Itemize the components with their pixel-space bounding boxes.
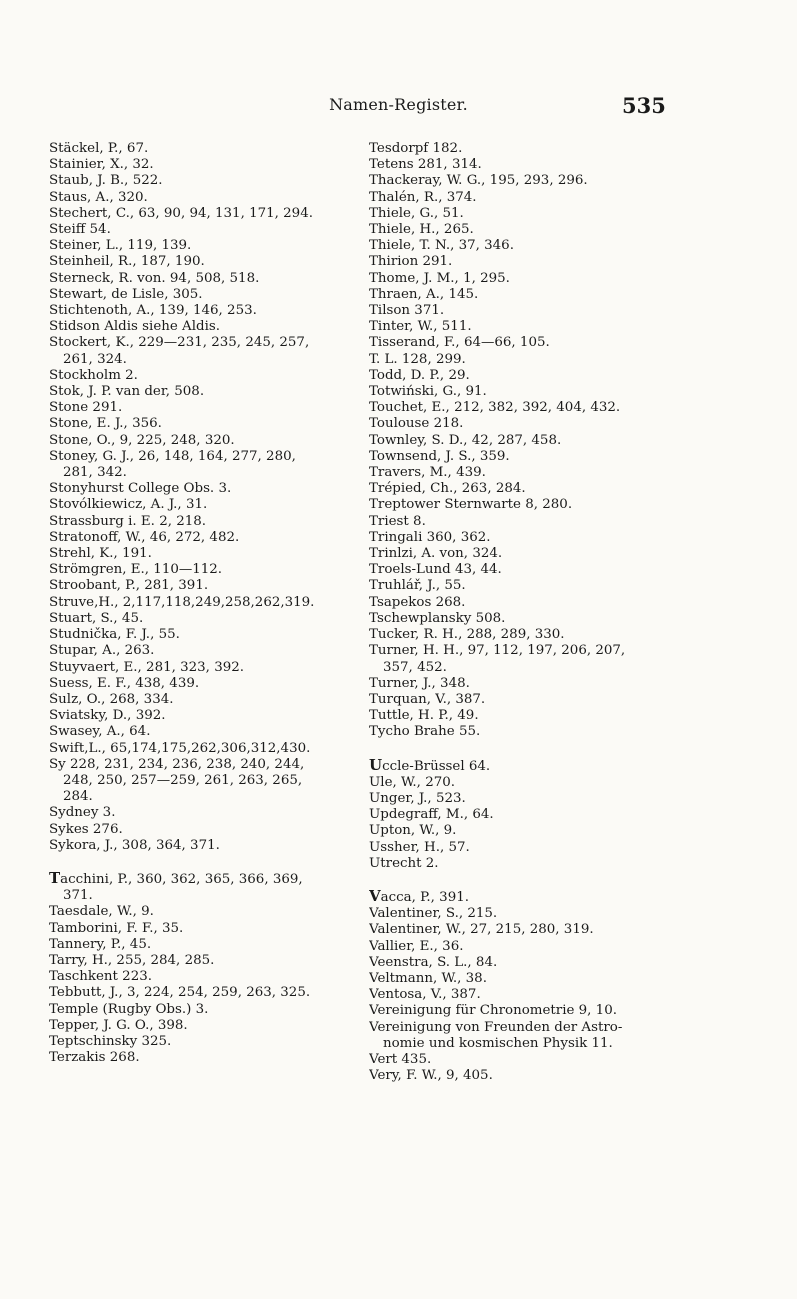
entry-text: Sykora, J., 308, 364, 371. [49, 837, 220, 853]
entry-text: Treptower Sternwarte 8, 280. [369, 497, 573, 513]
entry-text: Staub, J. B., 522. [49, 173, 163, 189]
entry-text: Turner, J., 348. [369, 675, 470, 691]
entry-text: Updegraff, M., 64. [369, 807, 494, 823]
entry-text: Tucker, R. H., 288, 289, 330. [369, 627, 565, 643]
entry-text: Turquan, V., 387. [369, 691, 486, 707]
entry-text: Stoney, G. J., 26, 148, 164, 277, 280, [49, 448, 296, 464]
entry-text: Tringali 360, 362. [369, 529, 491, 545]
entry-text: Townsend, J. S., 359. [369, 448, 510, 464]
entry-text: Todd, D. P., 29. [369, 367, 470, 383]
index-entry [369, 368, 679, 384]
entry-text: Stone 291. [49, 400, 123, 416]
section-initial: T [49, 869, 61, 887]
index-column-right [369, 141, 679, 1084]
entry-text: Vereinigung von Freunden der Astro- [369, 1019, 623, 1035]
index-entry [369, 530, 679, 546]
entry-text: Tannery, P., 45. [49, 936, 152, 952]
index-entry [369, 955, 679, 971]
entry-text: Vallier, E., 36. [369, 938, 464, 954]
index-entry [369, 807, 679, 823]
index-entry [369, 481, 679, 497]
index-entry [369, 514, 679, 530]
entry-text: Thiele, H., 265. [369, 222, 474, 238]
entry-text: Tisserand, F., 64—66, 105. [369, 335, 550, 351]
entry-text: Tycho Brahe 55. [369, 724, 481, 740]
entry-continuation: 281, 342. [63, 465, 127, 481]
section-gap [49, 854, 355, 870]
index-entry [49, 141, 355, 157]
index-entry [49, 190, 355, 206]
entry-text: Ussher, H., 57. [369, 839, 470, 855]
entry-text: Stäckel, P., 67. [49, 141, 149, 156]
entry-text: Thraen, A., 145. [369, 286, 479, 302]
index-section-u [369, 757, 679, 872]
index-entry [369, 611, 679, 627]
entry-text: Teptschinsky 325. [49, 1033, 172, 1049]
entry-text: Tamborini, F. F., 35. [49, 920, 184, 936]
index-entry [369, 254, 679, 270]
index-entry [369, 987, 679, 1003]
entry-text: Stechert, C., 63, 90, 94, 131, 171, 294. [49, 205, 313, 221]
index-entry [369, 578, 679, 594]
index-entry [369, 400, 679, 416]
index-entry [49, 660, 355, 676]
entry-text: Stone, E. J., 356. [49, 416, 162, 432]
index-entry [49, 838, 355, 854]
index-entry [369, 823, 679, 839]
entry-text: Steiner, L., 119, 139. [49, 238, 192, 254]
entry-text: Trinlzi, A. von, 324. [369, 546, 503, 562]
index-entry [49, 937, 355, 953]
entry-text: Vereinigung für Chronometrie 9, 10. [369, 1003, 617, 1019]
index-entry [49, 1002, 355, 1018]
entry-text: Very, F. W., 9, 405. [369, 1068, 493, 1084]
index-entry [369, 791, 679, 807]
index-entry [369, 757, 679, 775]
entry-text: Studnička, F. J., 55. [49, 627, 180, 643]
entry-text: Stratonoff, W., 46, 272, 482. [49, 529, 240, 545]
index-entry [49, 805, 355, 821]
index-entry [49, 870, 355, 904]
index-entry [369, 724, 679, 740]
index-entry [49, 985, 355, 1001]
entry-text: Swasey, A., 64. [49, 724, 151, 740]
running-head: Namen-Register. [329, 95, 468, 114]
entry-continuation: 248, 250, 257—259, 261, 263, 265, [63, 772, 303, 788]
entry-text: Tarry, H., 255, 284, 285. [49, 952, 215, 968]
section-gap [369, 872, 679, 888]
index-entry [49, 416, 355, 432]
entry-text: Stupar, A., 263. [49, 643, 155, 659]
entry-text: Vert 435. [369, 1051, 432, 1067]
index-entry [49, 741, 355, 757]
index-entry [369, 173, 679, 189]
entry-text: Touchet, E., 212, 382, 392, 404, 432. [369, 400, 621, 416]
entry-text: Tschewplansky 508. [369, 610, 506, 626]
index-entry [49, 904, 355, 920]
entry-text: Upton, W., 9. [369, 823, 457, 839]
index-entry [369, 692, 679, 708]
entry-text: Stonyhurst College Obs. 3. [49, 481, 232, 497]
entry-text: Stewart, de Lisle, 305. [49, 286, 203, 302]
entry-text: Šulz, O., 268, 334. [49, 691, 174, 707]
entry-text: Tinter, W., 511. [369, 319, 472, 335]
index-entry [369, 775, 679, 791]
index-entry [369, 271, 679, 287]
index-entry [49, 578, 355, 594]
index-section-v [369, 888, 679, 1084]
entry-text: Stidson Aldis siehe Aldis. [49, 319, 220, 335]
entry-text: Townley, S. D., 42, 287, 458. [369, 432, 562, 448]
entry-text: Veltmann, W., 38. [369, 970, 487, 986]
index-entry [369, 206, 679, 222]
entry-text: Strömgren, E., 110—112. [49, 562, 223, 578]
index-entry [49, 384, 355, 400]
index-entry [49, 222, 355, 238]
index-entry [49, 433, 355, 449]
entry-text: Tilson 371. [369, 303, 445, 319]
entry-text: Ule, W., 270. [369, 774, 456, 790]
index-entry [49, 368, 355, 384]
index-entry [369, 856, 679, 872]
index-entry [369, 416, 679, 432]
index-entry [49, 692, 355, 708]
index-entry [49, 400, 355, 416]
index-entry [369, 595, 679, 611]
entry-text: Tetens 281, 314. [369, 157, 482, 173]
entry-continuation: 284. [63, 789, 93, 805]
entry-text: Thirion 291. [369, 254, 453, 270]
index-entry [369, 449, 679, 465]
index-entry [369, 238, 679, 254]
index-entry [49, 206, 355, 222]
entry-text: Veenstra, S. L., 84. [369, 954, 498, 970]
entry-continuation: 261, 324. [63, 351, 127, 367]
entry-text: Tesdorpf 182. [369, 141, 463, 156]
entry-text: Sviatsky, D., 392. [49, 708, 166, 724]
entry-text: Valentiner, W., 27, 215, 280, 319. [369, 922, 594, 938]
entry-continuation: 371. [63, 888, 93, 904]
entry-text: Stockert, K., 229—231, 235, 245, 257, [49, 335, 310, 351]
entry-text: Trépied, Ch., 263, 284. [369, 481, 526, 497]
entry-text: Terzakis 268. [49, 1050, 140, 1066]
index-entry [49, 643, 355, 659]
index-entry [369, 335, 679, 351]
entry-text: Staus, A., 320. [49, 189, 148, 205]
entry-text: Turner, H. H., 97, 112, 197, 206, 207, [369, 643, 626, 659]
entry-text: Stone, O., 9, 225, 248, 320. [49, 432, 235, 448]
entry-text: Sykes 276. [49, 821, 123, 837]
index-entry [49, 271, 355, 287]
entry-text: Stuyvaert, E., 281, 323, 392. [49, 659, 245, 675]
index-entry [49, 173, 355, 189]
index-entry [369, 627, 679, 643]
index-entry [49, 335, 355, 367]
index-entry [49, 497, 355, 513]
index-entry [369, 384, 679, 400]
index-section-t [49, 870, 355, 1066]
entry-text: Tsapekos 268. [369, 594, 466, 610]
index-entry [369, 971, 679, 987]
entry-text: Sterneck, R. von. 94, 508, 518. [49, 270, 260, 286]
entry-text: Travers, M., 439. [369, 465, 486, 481]
entry-text: Swift,L., 65,174,175,262,306,312,430. [49, 740, 311, 756]
index-entry [369, 190, 679, 206]
index-entry [369, 939, 679, 955]
index-entry [49, 708, 355, 724]
entry-text: Thackeray, W. G., 195, 293, 296. [369, 173, 588, 189]
entry-continuation: 357, 452. [383, 659, 447, 675]
entry-text: Taesdale, W., 9. [49, 904, 154, 920]
entry-text: Stichtenoth, A., 139, 146, 253. [49, 303, 257, 319]
index-entry [49, 1018, 355, 1034]
index-entry [369, 676, 679, 692]
index-entry [49, 562, 355, 578]
entry-text: Vacca, P., 391. [369, 887, 469, 905]
index-entry [49, 757, 355, 806]
entry-text: Stovólkiewicz, A. J., 31. [49, 497, 208, 513]
index-entry [49, 953, 355, 969]
entry-text: Stainier, X., 32. [49, 157, 154, 173]
index-entry [49, 303, 355, 319]
index-entry [49, 530, 355, 546]
entry-text: Stuart, S., 45. [49, 610, 144, 626]
index-entry [49, 481, 355, 497]
index-entry [369, 708, 679, 724]
entry-text: Thiele, G., 51. [369, 205, 464, 221]
index-entry [49, 514, 355, 530]
index-entry [369, 546, 679, 562]
index-entry [49, 449, 355, 481]
entry-text: Strehl, K., 191. [49, 546, 152, 562]
entry-text: Tuttle, H. P., 49. [369, 708, 479, 724]
index-entry [369, 222, 679, 238]
index-entry [49, 595, 355, 611]
index-entry [369, 141, 679, 157]
index-entry [369, 1003, 679, 1019]
index-entry [369, 303, 679, 319]
entry-text: Toulouse 218. [369, 416, 464, 432]
index-entry [369, 157, 679, 173]
entry-text: Ventosa, V., 387. [369, 987, 481, 1003]
index-entry [369, 465, 679, 481]
index-entry [49, 627, 355, 643]
section-initial: V [369, 887, 381, 905]
index-entry [369, 840, 679, 856]
index-entry [369, 922, 679, 938]
entry-text: Stok, J. P. van der, 508. [49, 384, 205, 400]
entry-text: Suess, E. F., 438, 439. [49, 675, 200, 691]
index-entry [49, 724, 355, 740]
index-entry [49, 921, 355, 937]
entry-text: Tebbutt, J., 3, 224, 254, 259, 263, 325. [49, 985, 311, 1001]
entry-text: Truhlář, J., 55. [369, 578, 466, 594]
entry-text: Valentiner, S., 215. [369, 906, 498, 922]
entry-text: Sydney 3. [49, 805, 116, 821]
entry-text: Stroobant, P., 281, 391. [49, 578, 209, 594]
index-entry [49, 969, 355, 985]
index-entry [369, 1068, 679, 1084]
index-section-s [49, 141, 355, 854]
entry-text: Struve,H., 2,117,118,249,258,262,319. [49, 594, 315, 610]
index-entry [49, 1050, 355, 1066]
entry-text: Sy 228, 231, 234, 236, 238, 240, 244, [49, 756, 305, 772]
entry-text: Stockholm 2. [49, 367, 138, 383]
entry-text: Temple (Rugby Obs.) 3. [49, 1001, 209, 1017]
index-entry [369, 287, 679, 303]
index-entry [49, 319, 355, 335]
index-entry [369, 433, 679, 449]
index-entry [49, 238, 355, 254]
entry-text: T. L. 128, 299. [369, 351, 466, 367]
entry-text: Thiele, T. N., 37, 346. [369, 238, 514, 254]
entry-text: Strassburg i. E. 2, 218. [49, 513, 207, 529]
index-entry [49, 611, 355, 627]
entry-text: Tepper, J. G. O., 398. [49, 1017, 188, 1033]
index-entry [49, 254, 355, 270]
index-entry [49, 287, 355, 303]
index-entry [49, 1034, 355, 1050]
entry-text: Utrecht 2. [369, 855, 439, 871]
entry-continuation: nomie und kosmischen Physik 11. [383, 1035, 613, 1051]
section-initial: U [369, 756, 383, 774]
entry-text: Triest 8. [369, 513, 426, 529]
entry-text: Steinheil, R., 187, 190. [49, 254, 205, 270]
index-entry [369, 906, 679, 922]
index-entry [369, 352, 679, 368]
entry-text: Unger, J., 523. [369, 790, 466, 806]
index-entry [369, 562, 679, 578]
index-entry [49, 157, 355, 173]
entry-text: Tacchini, P., 360, 362, 365, 366, 369, [49, 869, 303, 887]
index-entry [49, 676, 355, 692]
index-entry [369, 643, 679, 675]
index-entry [369, 1020, 679, 1052]
index-entry [369, 319, 679, 335]
index-entry [49, 822, 355, 838]
index-entry [49, 546, 355, 562]
entry-text: Taschkent 223. [49, 969, 152, 985]
entry-text: Steiff 54. [49, 222, 111, 238]
entry-text: Thalén, R., 374. [369, 189, 477, 205]
entry-text: Troels-Lund 43, 44. [369, 562, 502, 578]
index-entry [369, 497, 679, 513]
page-number: 535 [622, 93, 666, 118]
section-gap [369, 741, 679, 757]
entry-text: Totwiński, G., 91. [369, 384, 487, 400]
index-section-t-continued [369, 141, 679, 741]
entry-text: Uccle-Brüssel 64. [369, 756, 491, 774]
index-entry [369, 888, 679, 906]
index-column-left [49, 141, 355, 1066]
index-entry [369, 1052, 679, 1068]
entry-text: Thome, J. M., 1, 295. [369, 270, 510, 286]
